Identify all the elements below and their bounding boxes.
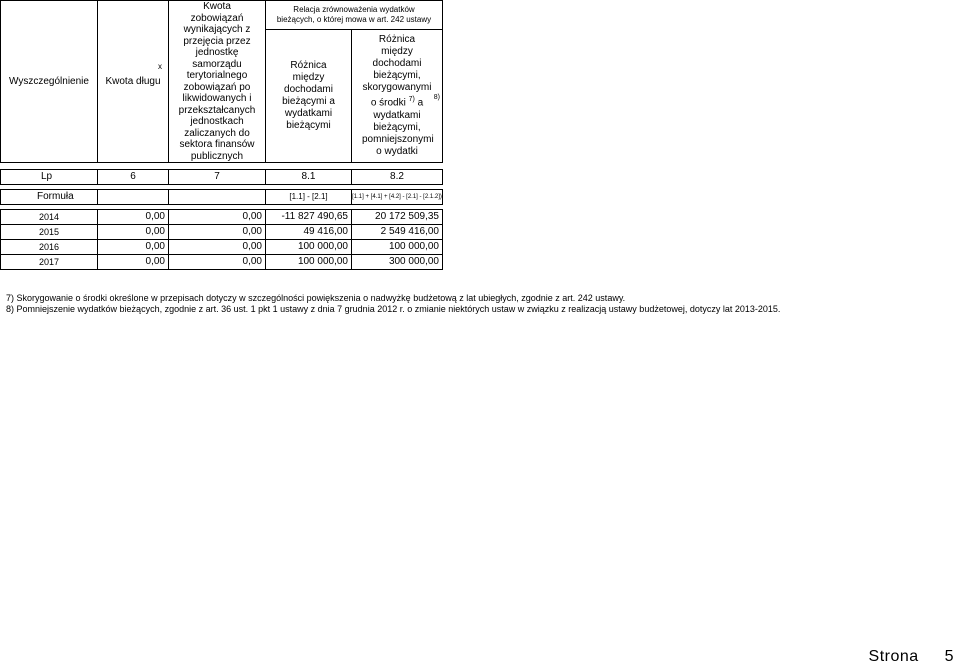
formula-8-1: [1.1] - [2.1] [266, 190, 352, 205]
header-group-title: Relacja zrównoważenia wydatków bieżących, o której mowa w art. 242 ustawy [266, 1, 443, 30]
lp-row [1, 170, 443, 185]
lp-col-8-1: 8.1 [266, 170, 352, 185]
lp-col-8-2: 8.2 [352, 170, 443, 185]
diff-8-1-cell: -11 827 490,65 [266, 210, 352, 225]
diff-8-2-cell: 2 549 416,00 [352, 225, 443, 240]
page-footer [869, 648, 954, 666]
formula-row [1, 190, 443, 205]
header-liabilities: Kwota zobowiązań wynikających z przejęcia przez jednostkę samorządu terytorialnego zobowiązań po likwidowanych i przekształcanych jednostkach zaliczanych do sektora finansów publicznych [169, 1, 266, 163]
lp-col-7: 7 [169, 170, 266, 185]
page-number: 5 [944, 648, 954, 665]
footnote-ref-7: 7) [408, 96, 415, 104]
footnote-8: 8) Pomniejszenie wydatków bieżących, zgodnie z art. 36 ust. 1 pkt 1 ustawy z dnia 7 grudnia 2012 r. o zmianie niektórych ustaw w związku z realizacją ustawy budżetowej, dotyczy lat 2013-2015. [6, 304, 781, 314]
header-col-8-2: Różnica między dochodami bieżącymi, skorygowanymi o środki $^{7)}$ a wydatkami bieżącymi, pomniejszonymi o wydatki 8) [352, 29, 443, 162]
formula-label: Formuła [1, 190, 98, 205]
footnote-ref-8: 8) [433, 93, 440, 101]
year-cell: 2015 [1, 225, 98, 240]
diff-8-1-cell: 100 000,00 [266, 240, 352, 255]
table-row [1, 255, 443, 270]
diff-8-1-cell: 49 416,00 [266, 225, 352, 240]
table-row [1, 210, 443, 225]
liab-cell: 0,00 [169, 240, 266, 255]
formula-8-2: [1.1] + [4.1] + [4.2] - [2.1] - [2.1.2]) [352, 190, 443, 205]
liab-cell: 0,00 [169, 225, 266, 240]
diff-8-2-cell: 20 172 509,35 [352, 210, 443, 225]
diff-8-1-cell: 100 000,00 [266, 255, 352, 270]
debt-cell: 0,00 [98, 255, 169, 270]
page-label: Strona [868, 648, 919, 665]
header-debt: Kwota długu x [98, 1, 169, 163]
diff-8-2-cell: 300 000,00 [352, 255, 443, 270]
debt-cell: 0,00 [98, 210, 169, 225]
year-cell: 2016 [1, 240, 98, 255]
header-col-8-1: Różnica między dochodami bieżącymi a wydatkami bieżącymi [266, 29, 352, 162]
lp-label: Lp [1, 170, 98, 185]
table-row [1, 240, 443, 255]
debt-cell: 0,00 [98, 240, 169, 255]
diff-8-2-cell: 100 000,00 [352, 240, 443, 255]
debt-cell: 0,00 [98, 225, 169, 240]
year-cell: 2017 [1, 255, 98, 270]
liab-cell: 0,00 [169, 255, 266, 270]
year-cell: 2014 [1, 210, 98, 225]
header-debt-mark: x [158, 62, 162, 71]
table-row [1, 225, 443, 240]
liab-cell: 0,00 [169, 210, 266, 225]
lp-col-6: 6 [98, 170, 169, 185]
budget-table [0, 0, 443, 270]
footnote-7: 7) Skorygowanie o środki określone w przepisach dotyczy w szczególności powiększenia o nadwyżkę budżetową z lat ubiegłych, zgodnie z art. 242 ustawy. [6, 293, 626, 303]
header-description: Wyszczególnienie [1, 1, 98, 163]
